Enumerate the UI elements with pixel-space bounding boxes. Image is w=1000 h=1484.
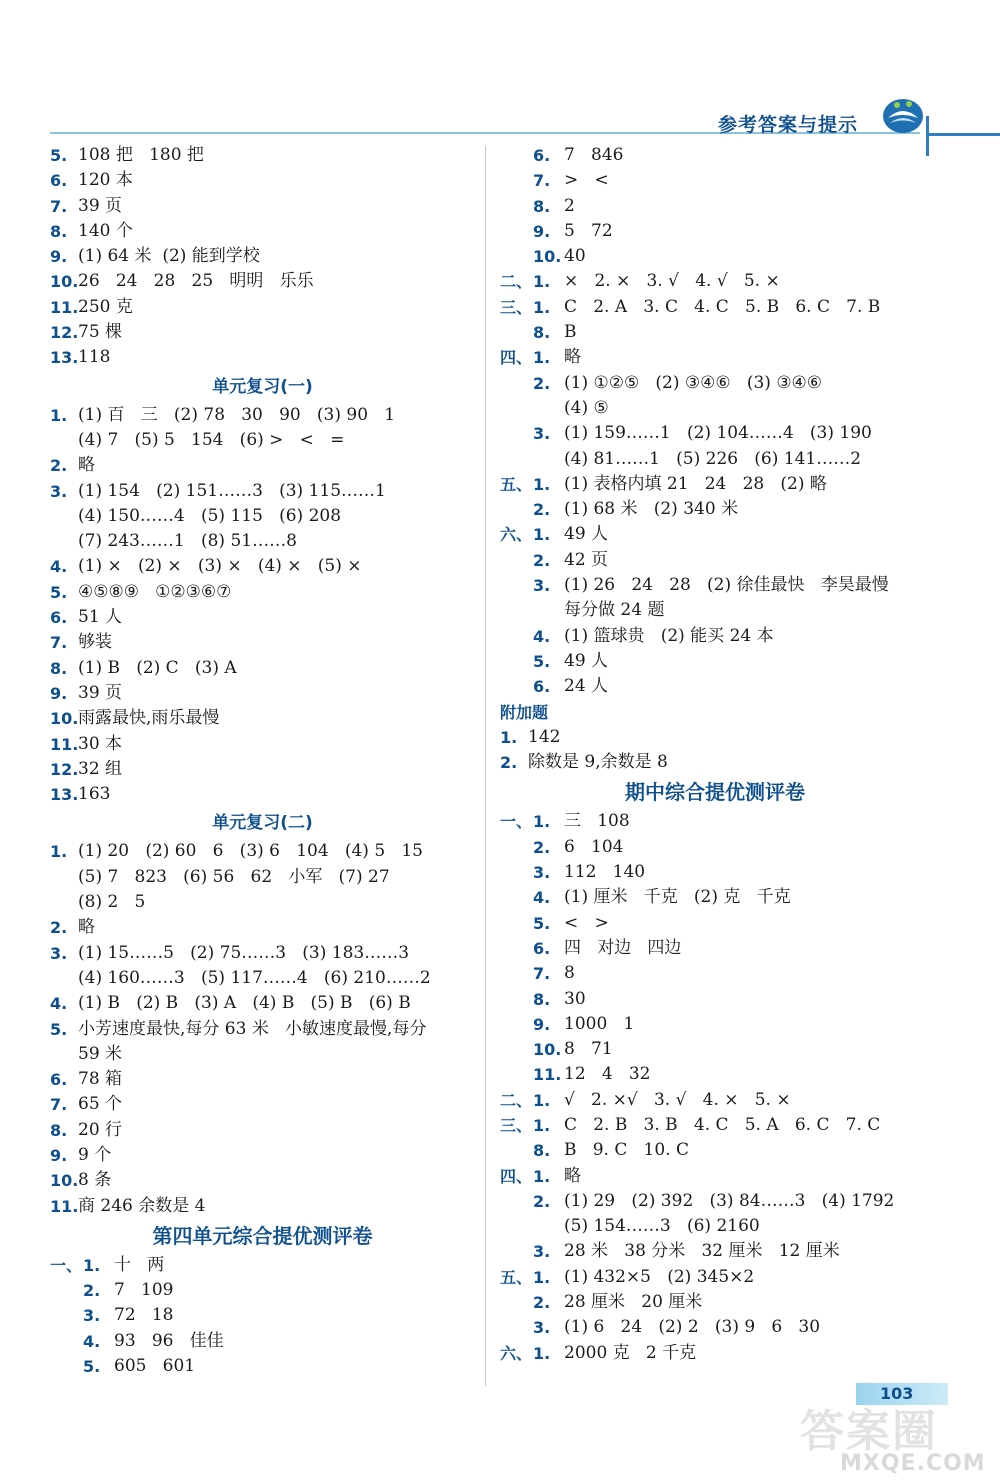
answer-text: (1) 26 24 28 (2) 徐佳最快 李昊最慢 (564, 575, 889, 596)
question-number: 10. (50, 709, 79, 729)
question-number: 5. (83, 1357, 101, 1377)
question-number: 8. (533, 989, 551, 1009)
question-number: 8. (533, 196, 551, 216)
section-title-extra: 附加题 (500, 702, 549, 722)
answer-row (50, 345, 475, 370)
answer-text: C 2. B 3. B 4. C 5. A 6. C 7. C (564, 1114, 881, 1135)
answer-text: 93 96 佳佳 (114, 1330, 224, 1351)
answer-text: 7 109 (114, 1280, 174, 1301)
answer-row (50, 580, 475, 605)
section-number: 六、 (500, 1343, 533, 1363)
answer-text: 28 米 38 分米 32 厘米 12 厘米 (564, 1241, 840, 1262)
answer-row (50, 782, 475, 807)
answer-row (500, 649, 930, 674)
answer-row (500, 987, 930, 1012)
question-number: 6. (50, 1070, 68, 1090)
answer-row (500, 1113, 930, 1138)
answer-text: 除数是 9,余数是 8 (528, 752, 668, 773)
answer-row (500, 1341, 930, 1366)
answer-row (50, 1067, 475, 1092)
section-number: 二、 (500, 272, 533, 292)
answer-text: (4) 150……4 (5) 115 (6) 208 (78, 505, 342, 526)
left-column (50, 143, 475, 1379)
section-number: 三、 (500, 297, 533, 317)
answer-text: 78 箱 (78, 1069, 123, 1090)
answer-text: 39 页 (78, 682, 123, 703)
question-number: 3. (50, 481, 68, 501)
question-number: 1. (533, 812, 551, 832)
question-number: 8. (50, 1120, 68, 1140)
answer-text: 5 72 (564, 220, 613, 241)
question-number: 3. (533, 424, 551, 444)
answer-row (500, 269, 930, 294)
answer-row (50, 219, 475, 244)
question-number: 2. (533, 1293, 551, 1313)
answer-text: 12 4 32 (564, 1064, 651, 1085)
answer-text: 28 厘米 20 厘米 (564, 1292, 703, 1313)
question-number: 5. (50, 1019, 68, 1039)
question-number: 8. (533, 323, 551, 343)
answer-row (500, 1088, 930, 1113)
answer-text: 605 601 (114, 1356, 196, 1377)
header-horizontal-bar (926, 133, 1000, 136)
page-number: 103 (856, 1383, 948, 1405)
question-number: 1. (533, 1090, 551, 1110)
answer-row (50, 1168, 475, 1193)
answer-row (50, 1354, 475, 1379)
question-number: 4. (533, 626, 551, 646)
question-number: 1. (533, 348, 551, 368)
answer-row (500, 725, 930, 750)
question-number: 2. (50, 456, 68, 476)
answer-row (500, 936, 930, 961)
answer-text: 250 克 (78, 296, 133, 317)
answer-text: 42 页 (564, 549, 609, 570)
question-number: 10. (533, 247, 562, 267)
answer-row (50, 1042, 475, 1067)
answer-row (500, 371, 930, 396)
answer-text: 略 (564, 1165, 581, 1186)
answer-row (50, 504, 475, 529)
answer-row (50, 1278, 475, 1303)
section-number: 三、 (500, 1115, 533, 1135)
answer-row (500, 885, 930, 910)
answer-row (500, 750, 930, 775)
answer-text: (1) B (2) C (3) A (78, 657, 237, 678)
question-number: 6. (533, 938, 551, 958)
section-title-review-2: 单元复习(二) (212, 813, 313, 834)
answer-text: 2000 克 2 千克 (564, 1342, 697, 1363)
answer-row (500, 143, 930, 168)
answer-row (50, 1017, 475, 1042)
question-number: 1. (533, 1343, 551, 1363)
question-number: 7. (50, 1095, 68, 1115)
answer-text: (1) 432×5 (2) 345×2 (564, 1266, 755, 1287)
question-number: 1. (50, 842, 68, 862)
question-number: 1. (500, 727, 518, 747)
question-number: 13. (50, 785, 79, 805)
question-number: 2. (533, 550, 551, 570)
answer-row (500, 1214, 930, 1239)
section-number: 四、 (500, 1166, 533, 1186)
answer-row (50, 839, 475, 864)
question-number: 6. (50, 608, 68, 628)
answer-text: (1) 表格内填 21 24 28 (2) 略 (564, 473, 827, 494)
answer-text: 2 (564, 195, 575, 216)
question-number: 2. (533, 373, 551, 393)
question-number: 11. (50, 297, 79, 317)
watermark-url: MXQE.COM (840, 1451, 986, 1476)
section-number: 四、 (500, 348, 533, 368)
answer-text: (1) 64 米 (2) 能到学校 (78, 246, 260, 267)
answer-text: (1) 154 (2) 151……3 (3) 115……1 (78, 480, 386, 501)
answer-text: (7) 243……1 (8) 51……8 (78, 531, 297, 552)
answer-text: 8 (564, 963, 575, 984)
question-number: 4. (83, 1331, 101, 1351)
answer-row (50, 757, 475, 782)
question-number: 13. (50, 348, 79, 368)
answer-text: (1) 厘米 千克 (2) 克 千克 (564, 887, 791, 908)
answer-text: 39 页 (78, 195, 123, 216)
question-number: 2. (500, 753, 518, 773)
answer-row (500, 598, 930, 623)
answer-text: 8 71 (564, 1039, 613, 1060)
answer-row (500, 421, 930, 446)
answer-row (50, 605, 475, 630)
answer-row (50, 403, 475, 428)
answer-text: 49 人 (564, 650, 609, 671)
answer-row (500, 295, 930, 320)
answer-text: (8) 2 5 (78, 892, 146, 913)
answer-row (500, 1164, 930, 1189)
question-number: 12. (50, 323, 79, 343)
answer-text: 32 组 (78, 758, 123, 779)
answer-row (50, 1092, 475, 1117)
answer-text: 49 人 (564, 524, 609, 545)
section-number: 一、 (50, 1255, 83, 1275)
question-number: 7. (533, 964, 551, 984)
answer-text: (1) 15……5 (2) 75……3 (3) 183……3 (78, 942, 410, 963)
answer-row (500, 1290, 930, 1315)
question-number: 11. (533, 1065, 562, 1085)
answer-text: 112 140 (564, 862, 646, 883)
answer-row (500, 624, 930, 649)
answer-row (50, 143, 475, 168)
question-number: 1. (533, 474, 551, 494)
section-title-unit-4-test: 第四单元综合提优测评卷 (152, 1223, 373, 1248)
answer-text: (4) 7 (5) 5 154 (6) > < = (78, 429, 345, 450)
answer-row (50, 1143, 475, 1168)
answer-row (50, 991, 475, 1016)
answer-row (50, 168, 475, 193)
answer-row (500, 809, 930, 834)
answer-row (500, 1189, 930, 1214)
answer-text: 163 (78, 784, 111, 805)
answer-text: ④⑤⑧⑨ ①②③⑥⑦ (78, 581, 232, 602)
question-number: 3. (533, 1318, 551, 1338)
answer-text: 三 108 (564, 811, 630, 832)
question-number: 9. (50, 1145, 68, 1165)
answer-row (50, 706, 475, 731)
question-number: 11. (50, 1196, 79, 1216)
answer-row (500, 1239, 930, 1264)
answer-text: 7 846 (564, 145, 624, 165)
question-number: 3. (533, 1242, 551, 1262)
answer-row (500, 472, 930, 497)
answer-text: 1000 1 (564, 1013, 635, 1034)
question-number: 2. (533, 1191, 551, 1211)
answer-row (50, 1118, 475, 1143)
section-number: 二、 (500, 1090, 533, 1110)
answer-row (500, 548, 930, 573)
answer-text: (1) 百 三 (2) 78 30 90 (3) 90 1 (78, 404, 396, 425)
question-number: 9. (50, 247, 68, 267)
section-number: 五、 (500, 1267, 533, 1287)
answer-text: B 9. C 10. C (564, 1140, 689, 1161)
answer-text: 够装 (78, 632, 112, 653)
answer-row (50, 915, 475, 940)
answer-row (500, 447, 930, 472)
question-number: 8. (533, 1141, 551, 1161)
section-number: 五、 (500, 474, 533, 494)
answer-text: 120 本 (78, 170, 133, 191)
answer-text: 6 104 (564, 836, 624, 857)
question-number: 10. (50, 272, 79, 292)
question-number: 8. (50, 221, 68, 241)
answer-row (50, 295, 475, 320)
question-number: 1. (533, 297, 551, 317)
answer-row (50, 941, 475, 966)
answer-row (500, 674, 930, 699)
answer-text: 142 (528, 726, 561, 747)
answer-text: 8 条 (78, 1170, 112, 1191)
question-number: 6. (533, 677, 551, 697)
question-number: 6. (533, 146, 551, 165)
answer-row (500, 244, 930, 269)
answer-row (50, 656, 475, 681)
question-number: 1. (533, 1166, 551, 1186)
answer-text: √ 2. ×√ 3. √ 4. × 5. × (564, 1089, 791, 1110)
book-logo-icon (880, 96, 926, 136)
question-number: 12. (50, 759, 79, 779)
answer-row (50, 681, 475, 706)
question-number: 9. (533, 1014, 551, 1034)
answer-text: 75 棵 (78, 322, 123, 343)
question-number: 4. (50, 557, 68, 577)
answer-text: 商 246 余数是 4 (78, 1195, 206, 1216)
question-number: 7. (50, 196, 68, 216)
answer-text: (1) ①②⑤ (2) ③④⑥ (3) ③④⑥ (564, 372, 823, 393)
answer-row (50, 732, 475, 757)
answer-text: (1) 20 (2) 60 6 (3) 6 104 (4) 5 15 (78, 841, 423, 862)
question-number: 5. (533, 913, 551, 933)
answer-row (50, 244, 475, 269)
answer-text: (1) 159……1 (2) 104……4 (3) 190 (564, 423, 872, 444)
answer-text: 略 (564, 347, 581, 368)
answer-text: 118 (78, 347, 111, 368)
question-number: 3. (50, 943, 68, 963)
answer-row (50, 865, 475, 890)
answer-row (500, 219, 930, 244)
answer-row (500, 168, 930, 193)
answer-row (500, 573, 930, 598)
answer-text: 四 对边 四边 (564, 937, 682, 958)
question-number: 5. (50, 582, 68, 602)
answer-row (50, 529, 475, 554)
question-number: 1. (533, 1115, 551, 1135)
answer-row (500, 497, 930, 522)
question-number: 3. (533, 576, 551, 596)
answer-row (500, 911, 930, 936)
answer-row (50, 630, 475, 655)
answer-row (500, 194, 930, 219)
question-number: 2. (50, 918, 68, 938)
answer-text: < > (564, 912, 609, 933)
answer-text: (1) 篮球贵 (2) 能买 24 本 (564, 625, 774, 646)
question-number: 4. (50, 994, 68, 1014)
answer-text: 24 人 (564, 676, 609, 697)
question-number: 1. (50, 405, 68, 425)
answer-row (500, 961, 930, 986)
answer-row (500, 345, 930, 370)
answer-row (500, 835, 930, 860)
question-number: 2. (533, 837, 551, 857)
answer-row (50, 453, 475, 478)
answer-row (500, 1062, 930, 1087)
answer-text: 30 本 (78, 733, 123, 754)
question-number: 7. (533, 171, 551, 191)
answer-text: 65 个 (78, 1094, 123, 1115)
answer-row (50, 194, 475, 219)
answer-text: 略 (78, 455, 95, 476)
answer-row (500, 396, 930, 421)
answer-row (50, 890, 475, 915)
answer-text: (1) 29 (2) 392 (3) 84……3 (4) 1792 (564, 1190, 895, 1211)
answer-row (50, 1303, 475, 1328)
answer-text: 59 米 (78, 1043, 123, 1064)
question-number: 10. (50, 1171, 79, 1191)
answer-row (500, 1012, 930, 1037)
section-number: 六、 (500, 525, 533, 545)
answer-row (500, 1265, 930, 1290)
answer-row (50, 428, 475, 453)
answer-row (50, 320, 475, 345)
question-number: 2. (83, 1281, 101, 1301)
question-number: 1. (533, 525, 551, 545)
answer-text: (4) 81……1 (5) 226 (6) 141……2 (564, 448, 862, 469)
question-number: 5. (50, 146, 68, 165)
answer-text: (5) 7 823 (6) 56 62 小军 (7) 27 (78, 866, 390, 887)
question-number: 3. (83, 1306, 101, 1326)
question-number: 6. (50, 171, 68, 191)
answer-row (50, 479, 475, 504)
question-number: 2. (533, 500, 551, 520)
question-number: 1. (83, 1255, 101, 1275)
answer-text: (1) B (2) B (3) A (4) B (5) B (6) B (78, 993, 411, 1014)
answer-text: 26 24 28 25 明明 乐乐 (78, 271, 314, 292)
answer-text: 略 (78, 917, 95, 938)
answer-text: 72 18 (114, 1305, 174, 1326)
question-number: 8. (50, 658, 68, 678)
answer-text: 20 行 (78, 1119, 123, 1140)
answer-text: 108 把 180 把 (78, 145, 204, 165)
answer-text: 30 (564, 988, 586, 1009)
question-number: 7. (50, 633, 68, 653)
section-title-review-1: 单元复习(一) (212, 376, 313, 397)
answer-text: 雨露最快,雨乐最慢 (78, 708, 220, 729)
answer-text: (1) 68 米 (2) 340 米 (564, 499, 739, 520)
answer-text: C 2. A 3. C 4. C 5. B 6. C 7. B (564, 296, 881, 317)
watermark-logo (800, 1395, 1000, 1484)
answer-text: (1) × (2) × (3) × (4) × (5) × (78, 556, 362, 577)
question-number: 1. (533, 1267, 551, 1287)
question-number: 5. (533, 651, 551, 671)
answer-text: B (564, 322, 577, 343)
question-number: 9. (50, 683, 68, 703)
answer-text: > < (564, 170, 609, 191)
answer-row (500, 522, 930, 547)
answer-text: 51 人 (78, 607, 123, 628)
watermark-text: 答案圈 (800, 1406, 938, 1457)
column-divider (485, 146, 486, 1386)
question-number: 9. (533, 221, 551, 241)
answer-text: (5) 154……3 (6) 2160 (564, 1216, 760, 1237)
section-number: 一、 (500, 812, 533, 832)
answer-row (500, 1138, 930, 1163)
answer-text: 每分做 24 题 (564, 600, 665, 621)
answer-row (500, 860, 930, 885)
answer-text: 小芳速度最快,每分 63 米 小敏速度最慢,每分 (78, 1018, 427, 1039)
question-number: 3. (533, 863, 551, 883)
answer-text: 40 (564, 246, 586, 267)
answer-row (500, 320, 930, 345)
answer-text: (4) ⑤ (564, 397, 609, 418)
answer-text: 140 个 (78, 220, 133, 241)
answer-row (50, 1329, 475, 1354)
question-number: 1. (533, 272, 551, 292)
right-column (500, 143, 930, 1366)
question-number: 4. (533, 888, 551, 908)
answer-text: 十 两 (114, 1254, 165, 1275)
answer-text: (1) 6 24 (2) 2 (3) 9 6 30 (564, 1317, 821, 1338)
question-number: 10. (533, 1040, 562, 1060)
answer-text: (4) 160……3 (5) 117……4 (6) 210……2 (78, 967, 431, 988)
page-header-title: 参考答案与提示 (718, 114, 859, 136)
answer-row (50, 1253, 475, 1278)
answer-text: × 2. × 3. √ 4. √ 5. × (564, 271, 780, 292)
question-number: 11. (50, 734, 79, 754)
answer-text: 9 个 (78, 1144, 112, 1165)
answer-row (500, 1037, 930, 1062)
section-title-midterm-test: 期中综合提优测评卷 (625, 780, 805, 805)
answer-row (500, 1315, 930, 1340)
answer-row (50, 554, 475, 579)
answer-row (50, 966, 475, 991)
answer-row (50, 269, 475, 294)
answer-row (50, 1194, 475, 1219)
